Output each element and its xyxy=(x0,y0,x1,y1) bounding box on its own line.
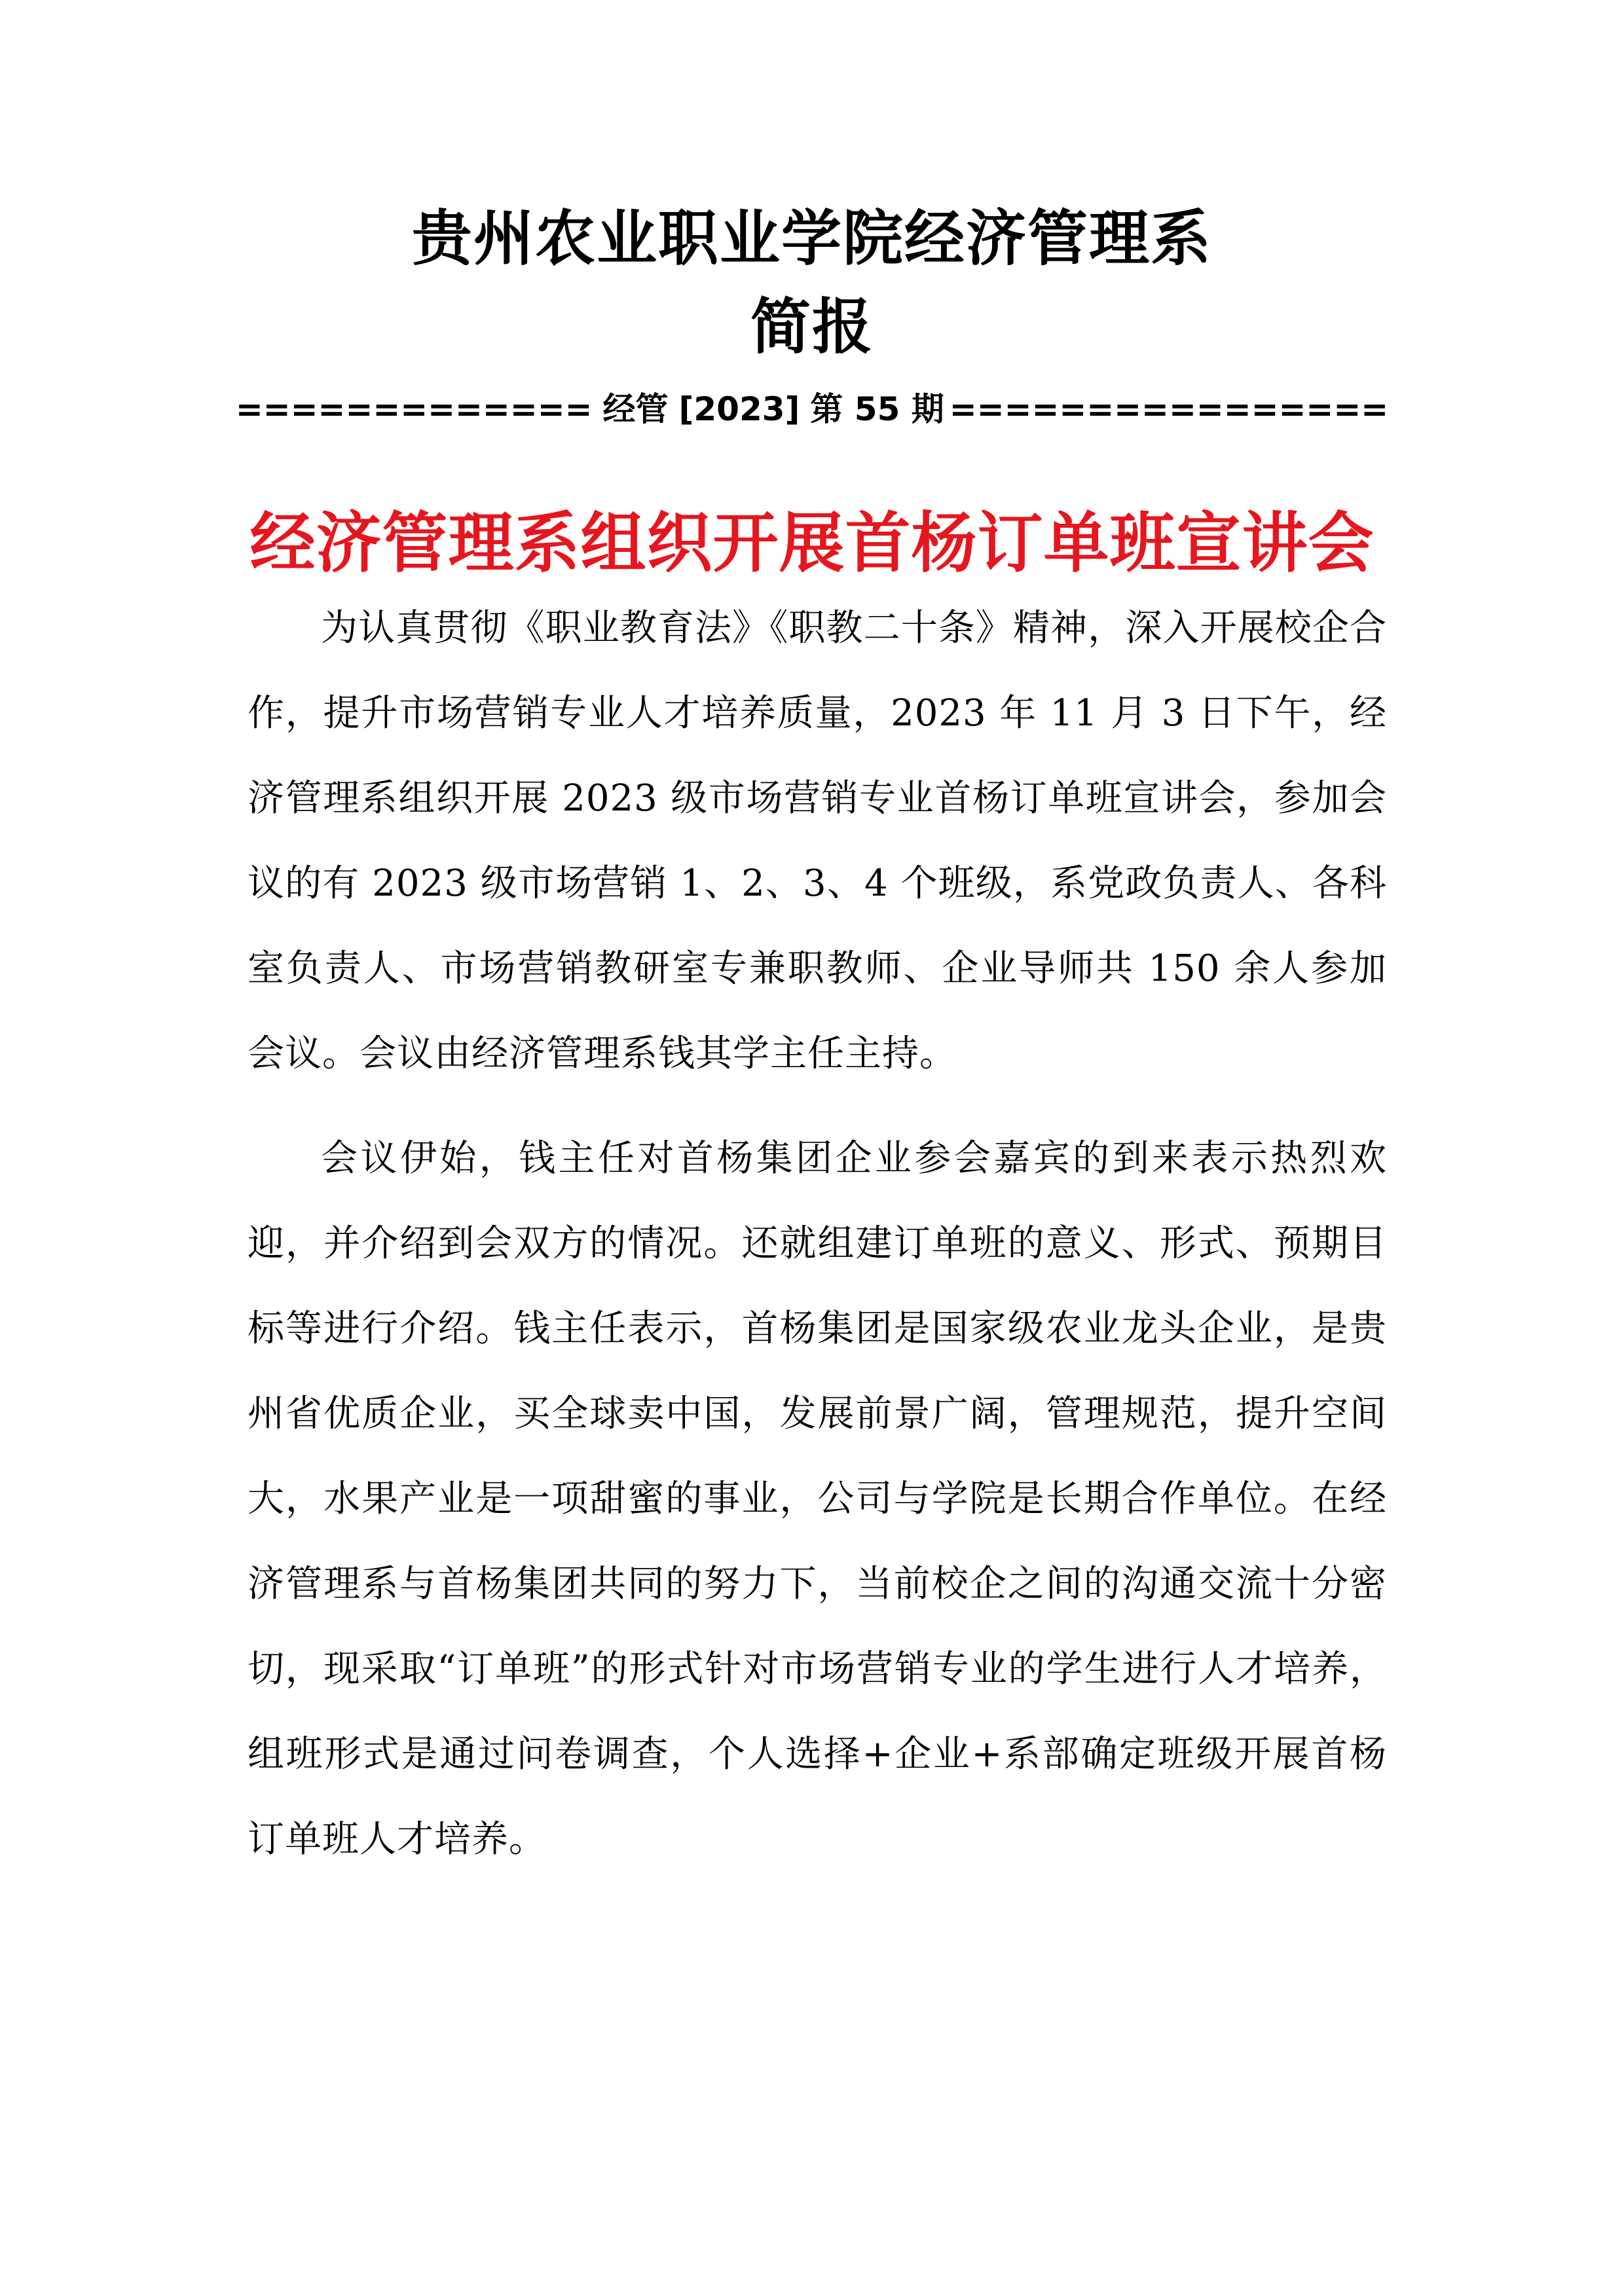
brief-title: 简报 xyxy=(750,292,874,362)
article-body xyxy=(248,586,1387,1882)
issue-rule-right: ================ xyxy=(949,390,1389,428)
issue-line xyxy=(0,380,1624,439)
issue-number: 第 55 期 xyxy=(810,390,944,428)
body-paragraph-2: 会议伊始，钱主任对首杨集团企业参会嘉宾的到来表示热烈欢迎，并介绍到会双方的情况。还就组建订单班的意义、形式、预期目标等进行介绍。钱主任表示，首杨集团是国家级农业龙头企业，是贵州省优质企业，买全球卖中国，发展前景广阔，管理规范，提升空间大，水果产业是一项甜蜜的事业，公司与学院是长期合作单位。在经济管理系与首杨集团共同的努力下，当前校企之间的沟通交流十分密切，现采取“订单班”的形式针对市场营销专业的学生进行人才培养，组班形式是通过问卷调查，个人选择+企业+系部确定班级开展首杨订单班人才培养。 xyxy=(248,1137,1387,1861)
issue-rule-left: ============= xyxy=(235,390,593,428)
issue-series: 经管 xyxy=(602,390,669,428)
org-title: 贵州农业职业学院经济管理系 xyxy=(411,204,1212,274)
issue-year: [2023] xyxy=(678,390,800,428)
article-headline: 经济管理系组织开展首杨订单班宣讲会 xyxy=(249,505,1375,581)
body-paragraph-1: 为认真贯彻《职业教育法》《职教二十条》精神，深入开展校企合作，提升市场营销专业人才培养质量，2023 年 11 月 3 日下午，经济管理系组织开展 2023 级市场营销专业首杨订单班宣讲会，参加会议的有 2023 级市场营销 1、2、3、4 个班级，系党政负责人、各科室负责人、市场营销教研室专兼职教师、企业导师共 150 余人参加会议。会议由经济管理系钱其学主任主持。 xyxy=(248,607,1387,1075)
